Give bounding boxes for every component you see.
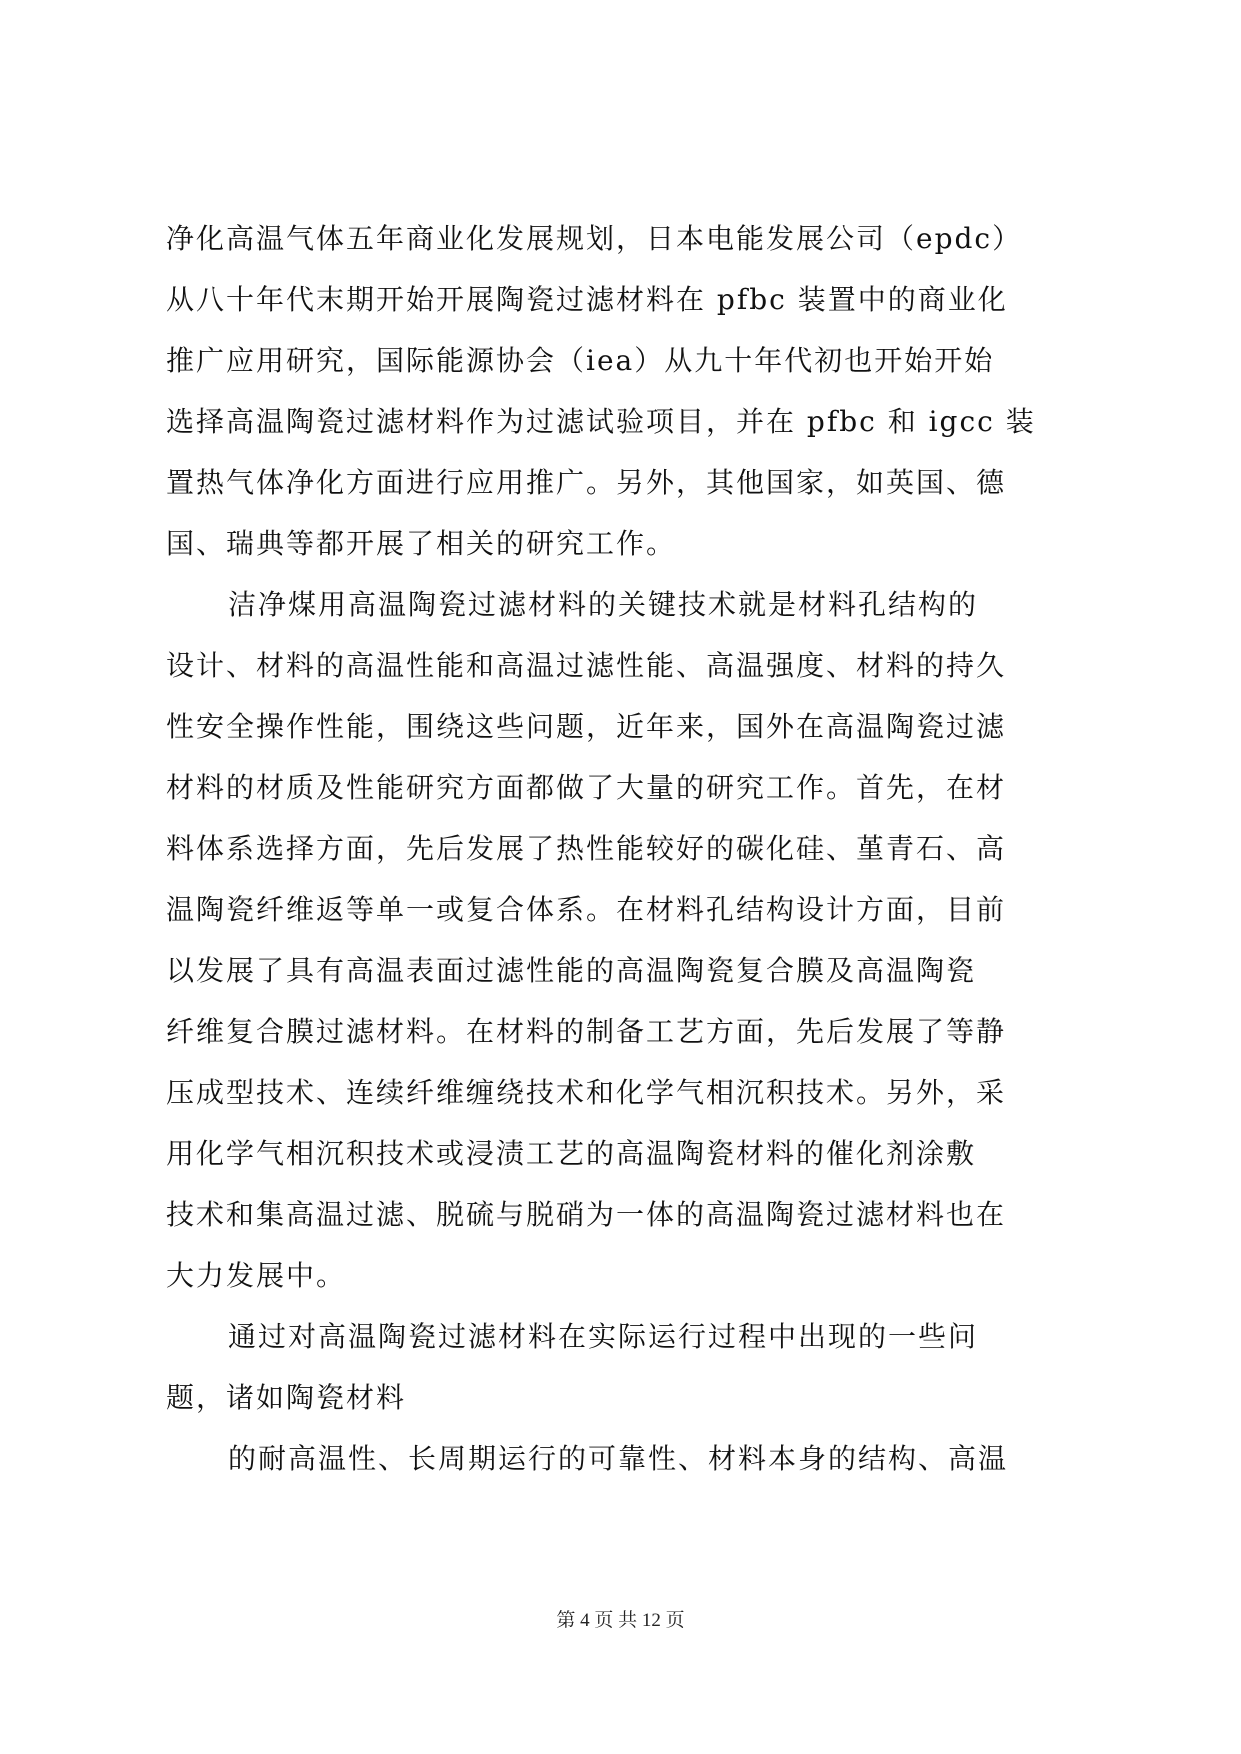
text-line: 材料的材质及性能研究方面都做了大量的研究工作。首先，在材 — [166, 771, 1007, 804]
text-line: 题，诸如陶瓷材料 — [166, 1381, 407, 1414]
text-line: 设计、材料的高温性能和高温过滤性能、高温强度、材料的持久 — [166, 649, 1007, 682]
text-line: 推广应用研究，国际能源协会（iea）从九十年代初也开始开始 — [166, 344, 995, 377]
text-line: 选择高温陶瓷过滤材料作为过滤试验项目，并在 pfbc 和 igcc 装 — [166, 405, 1036, 438]
text-line: 置热气体净化方面进行应用推广。另外，其他国家，如英国、德 — [166, 466, 1007, 499]
paragraph-start-line: 洁净煤用高温陶瓷过滤材料的关键技术就是材料孔结构的 — [228, 588, 979, 621]
paragraph-start-line: 的耐高温性、长周期运行的可靠性、材料本身的结构、高温 — [228, 1442, 1009, 1475]
paragraph-start-line: 通过对高温陶瓷过滤材料在实际运行过程中出现的一些问 — [228, 1320, 979, 1353]
text-line: 从八十年代末期开始开展陶瓷过滤材料在 pfbc 装置中的商业化 — [166, 283, 1008, 316]
text-line: 纤维复合膜过滤材料。在材料的制备工艺方面，先后发展了等静 — [166, 1015, 1007, 1048]
text-line: 料体系选择方面，先后发展了热性能较好的碳化硅、堇青石、高 — [166, 832, 1007, 865]
text-line: 大力发展中。 — [166, 1259, 347, 1292]
text-line: 技术和集高温过滤、脱硫与脱硝为一体的高温陶瓷过滤材料也在 — [166, 1198, 1007, 1231]
text-line: 以发展了具有高温表面过滤性能的高温陶瓷复合膜及高温陶瓷 — [166, 954, 977, 987]
text-line: 国、瑞典等都开展了相关的研究工作。 — [166, 527, 677, 560]
text-line: 压成型技术、连续纤维缠绕技术和化学气相沉积技术。另外，采 — [166, 1076, 1007, 1109]
page-number-footer: 第 4 页 共 12 页 — [556, 1610, 685, 1631]
text-line: 用化学气相沉积技术或浸渍工艺的高温陶瓷材料的催化剂涂敷 — [166, 1137, 977, 1170]
text-line: 净化高温气体五年商业化发展规划，日本电能发展公司（epdc） — [166, 222, 1023, 255]
text-line: 性安全操作性能，围绕这些问题，近年来，国外在高温陶瓷过滤 — [166, 710, 1007, 743]
text-line: 温陶瓷纤维返等单一或复合体系。在材料孔结构设计方面，目前 — [166, 893, 1007, 926]
document-body — [166, 208, 1078, 1489]
